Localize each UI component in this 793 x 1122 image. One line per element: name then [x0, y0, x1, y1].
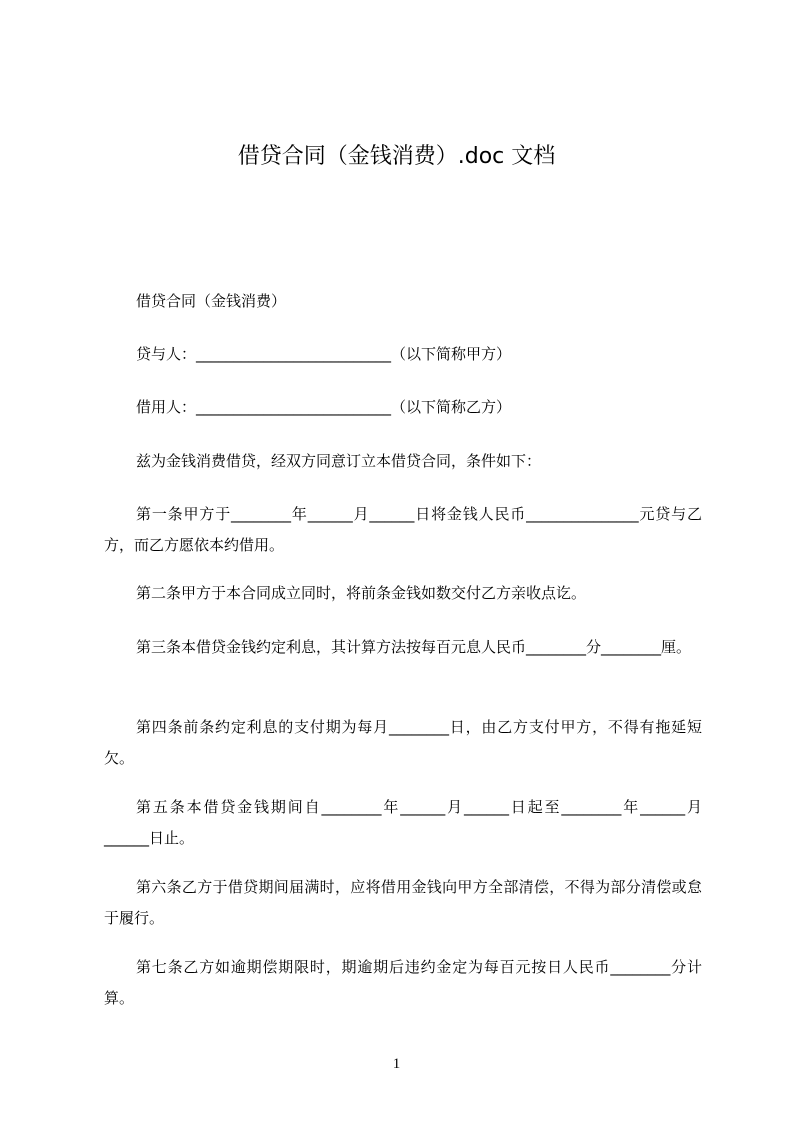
article-7-paragraph: 第七条乙方如逾期偿期限时，期逾期后违约金定为每百元按日人民币________分计算。: [104, 958, 702, 1007]
article-3-paragraph: 第三条本借贷金钱约定利息，其计算方法按每百元息人民币________分________厘。: [136, 638, 692, 656]
article-2-paragraph: 第二条甲方于本合同成立同时，将前条金钱如数交付乙方亲收点讫。: [136, 584, 587, 602]
article-4-paragraph: 第四条前条约定利息的支付期为每月________日，由乙方支付甲方，不得有拖延短欠。: [104, 718, 702, 767]
article-1-paragraph: 第一条甲方于________年______月______日将金钱人民币_______________元贷与乙方，而乙方愿依本约借用。: [104, 505, 702, 554]
page-number: 1: [392, 1056, 401, 1072]
lender-line: 贷与人：__________________________（以下简称甲方）: [136, 345, 512, 363]
article-5-paragraph: 第五条本借贷金钱期间自________年______月______日起至________年______月______日止。: [104, 798, 702, 847]
borrower-line: 借用人：__________________________（以下简称乙方）: [136, 398, 512, 416]
contract-heading: 借贷合同（金钱消费）: [136, 292, 287, 310]
article-6-paragraph: 第六条乙方于借贷期间届满时，应将借用金钱向甲方全部清偿，不得为部分清偿或怠于履行。: [104, 878, 702, 927]
document-title: 借贷合同（金钱消费）.doc 文档: [237, 144, 556, 169]
preamble-paragraph: 兹为金钱消费借贷，经双方同意订立本借贷合同，条件如下：: [136, 452, 542, 470]
